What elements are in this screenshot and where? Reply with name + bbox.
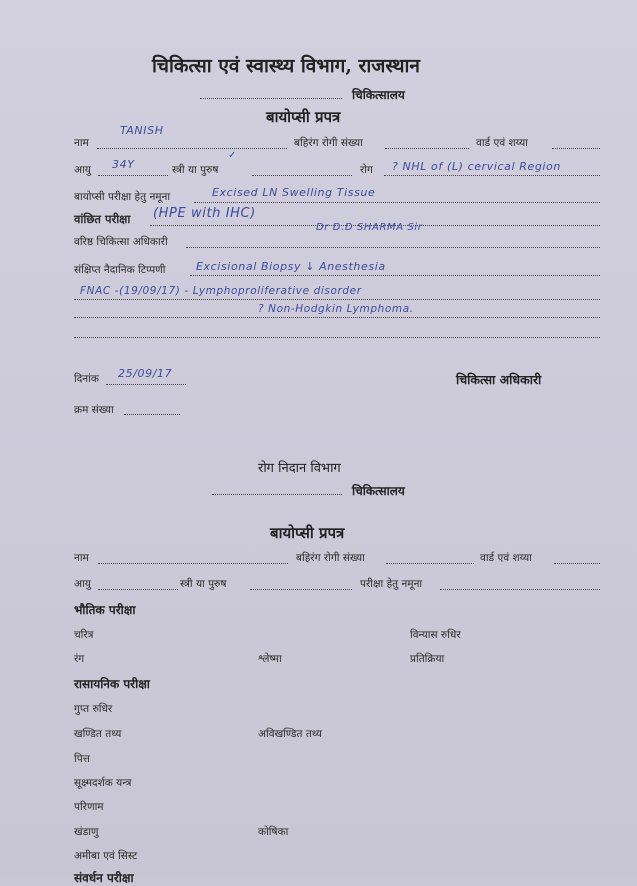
ward-label: वार्ड एवं शय्या	[476, 137, 528, 149]
gender-tick-mark: ✓	[228, 150, 237, 161]
layout-blood-label: विन्यास रुधिर	[410, 629, 461, 641]
lab-age-line	[98, 589, 178, 590]
test-value: (HPE with IHC)	[153, 206, 256, 221]
lab-sample-label: परीक्षा हेतु नमूना	[360, 578, 423, 590]
cells-label: कोषिका	[258, 826, 289, 838]
color-label: रंग	[74, 653, 85, 665]
lab-name-label: नाम	[74, 552, 89, 564]
lab-gender-label: स्त्री या पुरुष	[180, 578, 227, 590]
lab-hospital-blank	[212, 494, 342, 495]
form-title: बायोप्सी प्रपत्र	[266, 108, 341, 126]
notes-line-2	[74, 299, 600, 300]
lab-form-title: बायोप्सी प्रपत्र	[270, 524, 345, 542]
amoeba-cyst-label: अमीबा एवं सिस्ट	[74, 850, 138, 862]
hospital-name-blank	[200, 98, 342, 99]
lab-ward-line	[554, 563, 600, 564]
disease-value: ? NHL of (L) cervical Region	[392, 160, 561, 173]
notes-line3-value: ? Non-Hodgkin Lymphoma.	[258, 303, 414, 315]
date-line	[106, 384, 186, 385]
date-value: 25/09/17	[118, 367, 173, 380]
bile-label: पित्त	[74, 753, 90, 765]
digested-label: खण्डित तथ्य	[74, 728, 122, 740]
age-value: 34Y	[112, 158, 135, 171]
hospital-label: चिकित्सालय	[352, 88, 405, 102]
opd-line	[385, 148, 469, 149]
serial-label: क्रम संख्या	[74, 404, 114, 416]
sample-line	[194, 202, 600, 203]
notes-line2-value: FNAC -(19/09/17) - Lymphoproliferative disorder	[80, 285, 362, 297]
name-value: TANISH	[120, 124, 164, 137]
mucus-label: श्लेष्मा	[258, 653, 282, 665]
department-title: चिकित्सा एवं स्वास्थ्य विभाग, राजस्थान	[152, 55, 420, 77]
lab-ward-label: वार्ड एवं शय्या	[480, 552, 532, 564]
lab-hospital-label: चिकित्सालय	[352, 484, 405, 498]
opd-label: बहिरंग रोगी संख्या	[294, 137, 363, 149]
lab-opd-label: बहिरंग रोगी संख्या	[296, 552, 365, 564]
notes-label: संक्षिप्त नैदानिक टिप्पणी	[74, 264, 166, 276]
officer-label: वरिष्ठ चिकित्सा अधिकारी	[74, 236, 168, 248]
culture-exam-heading: संवर्धन परीक्षा	[74, 871, 134, 885]
age-label: आयु	[74, 164, 91, 176]
ward-line	[552, 148, 600, 149]
lab-sample-line	[440, 589, 600, 590]
name-label: नाम	[74, 137, 89, 149]
fragments-label: खंडाणु	[74, 826, 99, 838]
medical-officer-signature-label: चिकित्सा अधिकारी	[456, 372, 542, 387]
serial-line	[124, 414, 180, 415]
lab-age-label: आयु	[74, 578, 91, 590]
officer-value: Dr D.D SHARMA Sir	[316, 222, 423, 233]
microscope-label: सूक्ष्मदर्शक यन्त्र	[74, 777, 132, 789]
lab-name-line	[98, 563, 288, 564]
lab-department-title: रोग निदान विभाग	[258, 461, 341, 476]
undigested-label: अविखण्डित तथ्य	[258, 728, 322, 740]
disease-label: रोग	[360, 164, 373, 176]
officer-line	[186, 247, 600, 248]
occult-blood-label: गुप्त रुधिर	[74, 703, 113, 715]
reaction-label: प्रतिक्रिया	[410, 653, 445, 665]
character-label: चरित्र	[74, 629, 94, 641]
notes-line-3	[74, 317, 600, 318]
physical-exam-heading: भौतिक परीक्षा	[74, 603, 136, 617]
age-line	[98, 175, 168, 176]
lab-gender-line	[250, 589, 352, 590]
name-line	[97, 148, 287, 149]
notes-line-1	[190, 275, 600, 276]
notes-line-4	[74, 337, 600, 338]
sample-label: बायोप्सी परीक्षा हेतु नमूना	[74, 191, 171, 203]
test-label: वांछित परीक्षा	[74, 212, 131, 226]
date-label: दिनांक	[74, 373, 99, 385]
lab-opd-line	[386, 563, 474, 564]
chemical-exam-heading: रासायनिक परीक्षा	[74, 677, 150, 691]
disease-line	[384, 175, 600, 176]
sample-value: Excised LN Swelling Tissue	[212, 186, 376, 199]
gender-line	[252, 175, 352, 176]
gender-label: स्त्री या पुरुष	[172, 164, 219, 176]
notes-line1-value: Excisional Biopsy ↓ Anesthesia	[196, 260, 386, 273]
result-label: परिणाम	[74, 801, 104, 813]
